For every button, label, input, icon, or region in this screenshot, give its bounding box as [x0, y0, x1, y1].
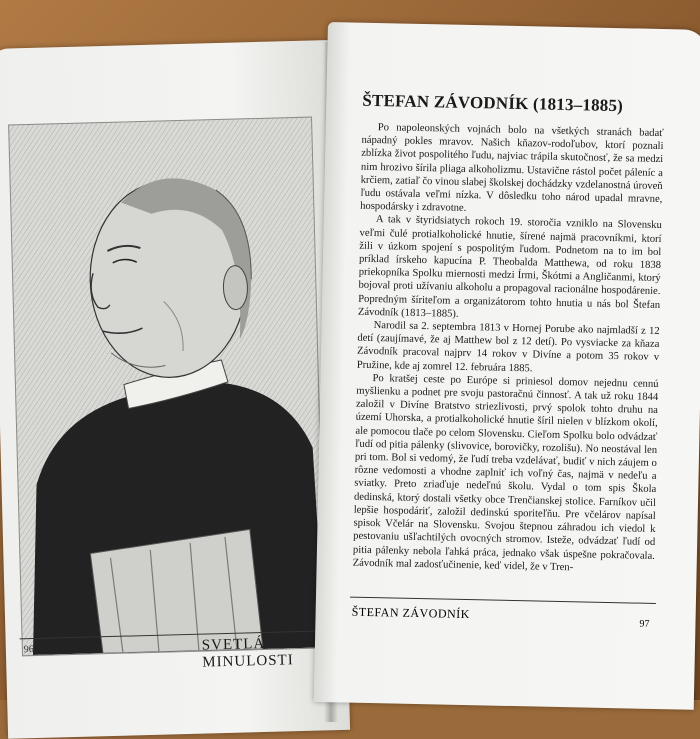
right-page-number: 97 — [639, 618, 650, 630]
heading-years: (1813–1885) — [532, 94, 624, 116]
heading-name: ŠTEFAN ZÁVODNÍK — [362, 90, 529, 114]
paragraph: Po napoleonských vojnách bolo na všetkých stranách badať nápadný pokles mravov. Našich kňazov-rodoľubov, ktorí poznali zblízka život pospolitého ľudu, najviac trápila skutočnosť, že sa medzi nim hrozivo šírila pliaga alkoholizmu. Ustavične rástol počet páleníc a krčiem, zatiaľ čo vinou slabej školskej dochádzky vzdelanostná úroveň ľudu ostávala veľmi nízka. V dôsledku toho národ upadal mravne, hospodársky i zdravotne. — [360, 122, 664, 215]
left-running-title: SVETLÁ MINULOSTI — [201, 635, 294, 671]
paragraph: Po kratšej ceste po Európe si priniesol domov nejednu cennú myšlienku a podnet pre svoju pastoračnú činnosť. A tak už roku 1844 založil v Divíne Bratstvo striezlivosti, prvý spolok tohto druhu na území Uhorska, a protialkoholické hnutie šíril nielen v blízkom okolí, ale pomocou tlače po celom Slovensku. Cieľom Spolku bolo odvádzať ľudí od pitia pálenky (slivovice, borovičky, rozolišu). No neostával len pri tom. Bol si vedomý, že ľudí treba vzdelávať, budiť v nich záujem o rôzne vedomosti a vhodne zaplniť ich voľný čas, najmä v nedeľu a sviatky. Preto zriaďuje nedeľnú školu. Vydal o tom spis Škola dedinská, ktorý dostali všetky obce Trenčianskej stolice. Farníkov učil lepšie hospodáriť, založil dedinskú sporiteľňu. Pre včelárov napísal spisok Včelár na Slovensku. Svojou štepnou záhradou ich viedol k pestovaniu ušľachtilých ovocných stromov. Isteže, odvádzať ľudí od pitia pálenky nebola ľahká práca, jednako však úspešne pokračovala. Závodník mal zadosťučinenie, keď videl, že v Tren- — [352, 372, 659, 573]
right-page — [314, 22, 700, 710]
paragraph: A tak v štyridsiatych rokoch 19. storočia vzniklo na Slovensku veľmi čulé protialkoholické hnutie, šírené najmä pracovníkmi, ktorí žili v úzkom spojení s pospolitým ľudom. Podnetom na to im bol príklad írskeho kapucína P. Theobalda Matthewa, od roku 1838 priekopníka Spolku miernosti medzi Írmi, Škótmi a Angličanmi, ktorý bojoval proti užívaniu alkoholu a propagoval racionálne hospodárenie. Popredným šíriteľom a organizátorom tohto hnutia u nás bol Štefan Závodník (1813–1885). — [357, 214, 662, 320]
portrait-illustration — [9, 118, 325, 656]
open-book — [0, 22, 700, 722]
right-running-title: ŠTEFAN ZÁVODNÍK — [351, 604, 471, 622]
left-page — [0, 40, 350, 739]
left-page-number: 96 — [23, 644, 34, 656]
paragraph: Narodil sa 2. septembra 1813 v Hornej Porube ako najmladší z 12 detí (zaujímavé, že aj Matthew bol z 12 detí). Po vysviacke za kňaza Závodník pracoval najprv 14 rokov v Divíne a potom 35 rokov v Pružine, kde aj zomrel 12. februára 1885. — [356, 320, 660, 375]
portrait-engraving — [8, 117, 326, 657]
article-body — [353, 91, 665, 576]
right-footer-rule — [350, 597, 656, 604]
article-heading — [362, 91, 664, 117]
